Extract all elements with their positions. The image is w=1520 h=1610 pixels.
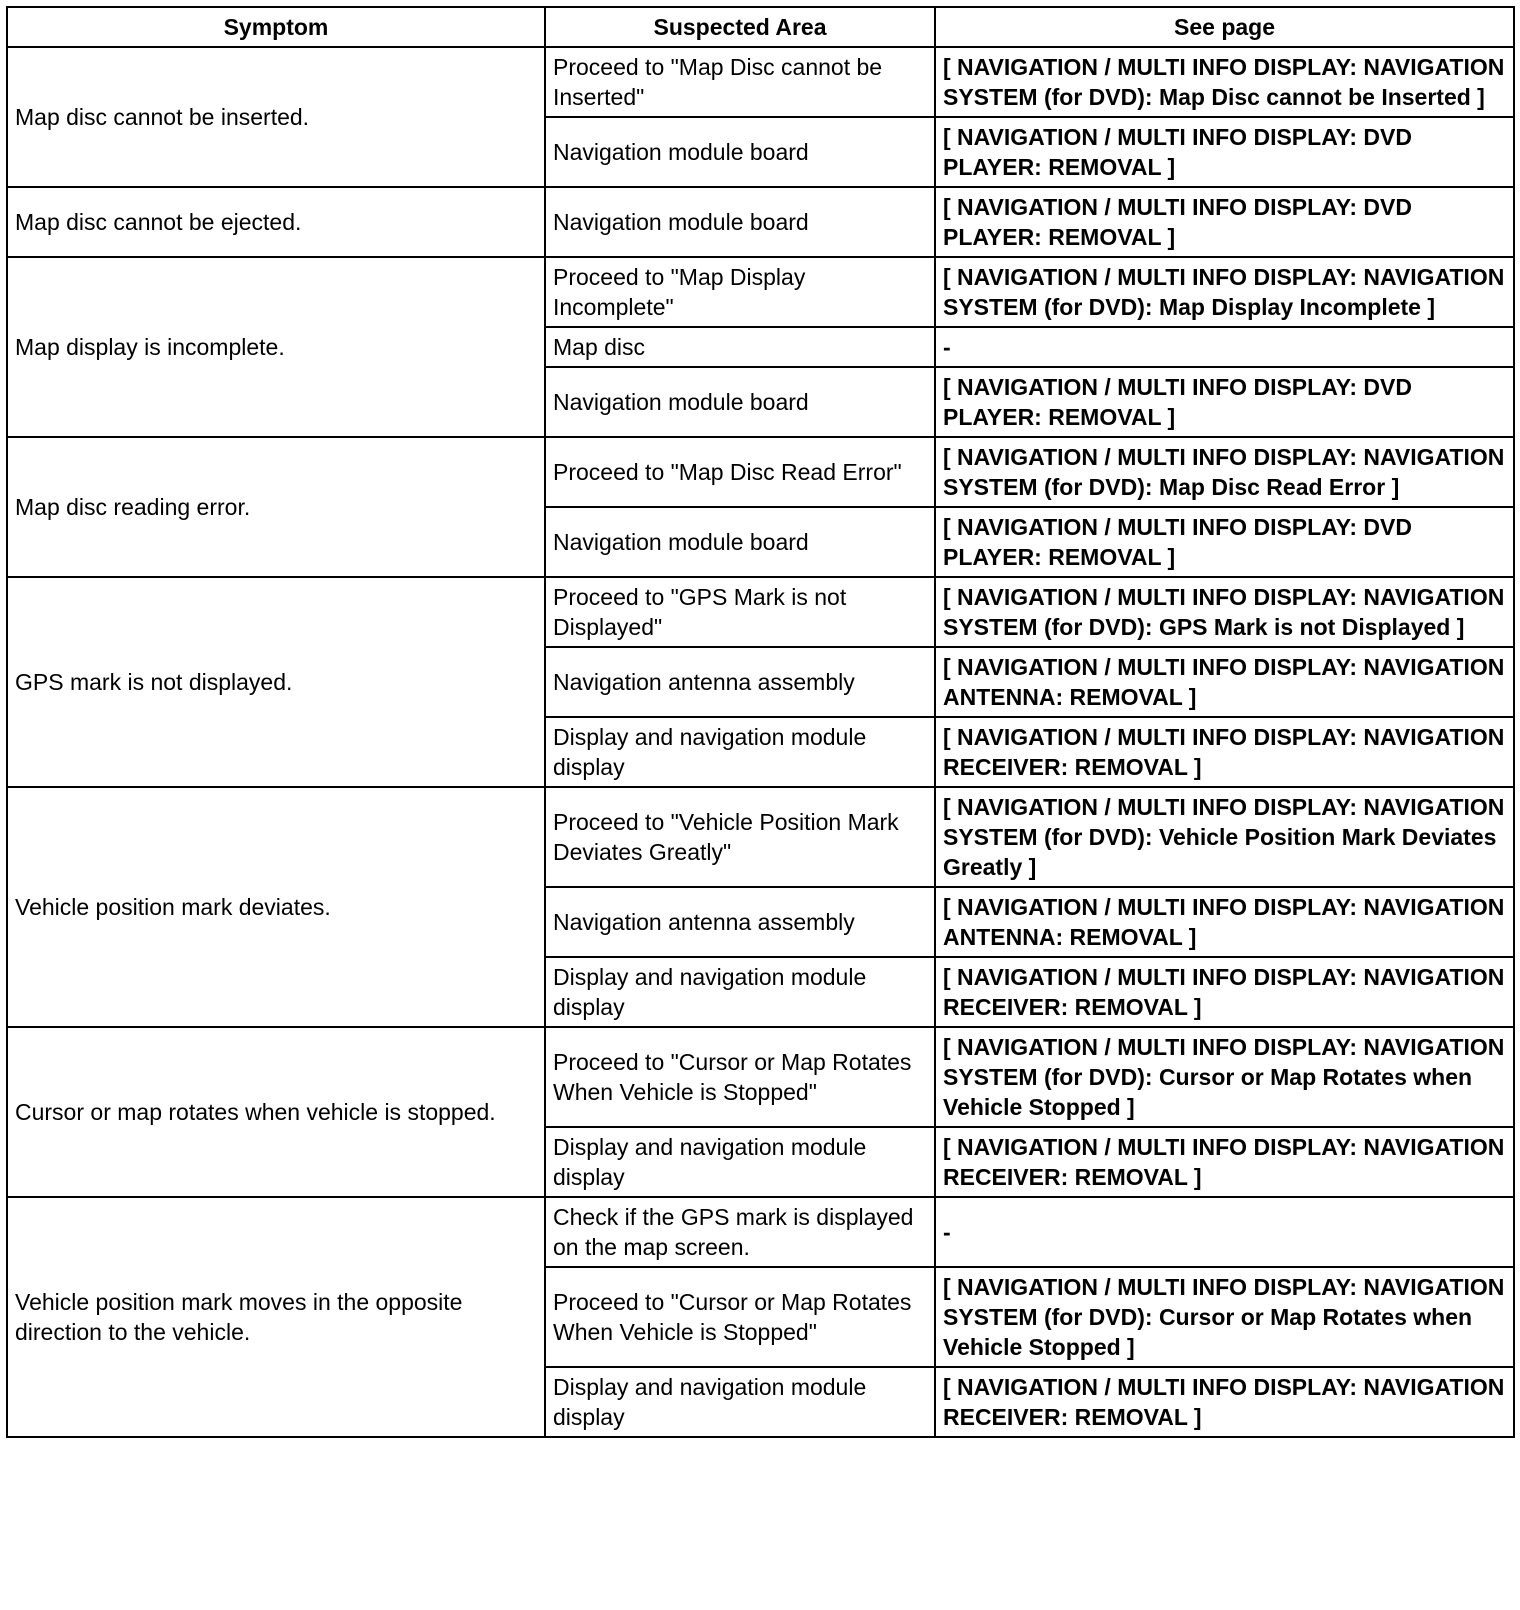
suspected-area-cell: Proceed to "Map Disc Read Error"	[545, 437, 935, 507]
see-page-cell: [ NAVIGATION / MULTI INFO DISPLAY: NAVIGATION RECEIVER: REMOVAL ]	[935, 717, 1514, 787]
see-page-cell: [ NAVIGATION / MULTI INFO DISPLAY: NAVIGATION RECEIVER: REMOVAL ]	[935, 1367, 1514, 1437]
suspected-area-cell: Proceed to "Vehicle Position Mark Deviates Greatly"	[545, 787, 935, 887]
suspected-area-cell: Navigation antenna assembly	[545, 647, 935, 717]
header-suspected-area: Suspected Area	[545, 7, 935, 47]
see-page-cell: [ NAVIGATION / MULTI INFO DISPLAY: NAVIGATION ANTENNA: REMOVAL ]	[935, 647, 1514, 717]
see-page-cell: [ NAVIGATION / MULTI INFO DISPLAY: NAVIGATION RECEIVER: REMOVAL ]	[935, 957, 1514, 1027]
see-page-cell: [ NAVIGATION / MULTI INFO DISPLAY: NAVIGATION SYSTEM (for DVD): GPS Mark is not Displayed ]	[935, 577, 1514, 647]
table-body	[7, 47, 1514, 1437]
suspected-area-cell: Check if the GPS mark is displayed on the map screen.	[545, 1197, 935, 1267]
suspected-area-cell: Navigation module board	[545, 507, 935, 577]
symptom-cell: Map disc cannot be ejected.	[7, 187, 545, 257]
header-see-page: See page	[935, 7, 1514, 47]
symptom-cell: Vehicle position mark moves in the opposite direction to the vehicle.	[7, 1197, 545, 1437]
suspected-area-cell: Proceed to "Cursor or Map Rotates When Vehicle is Stopped"	[545, 1027, 935, 1127]
table-row	[7, 1197, 1514, 1267]
symptom-cell: Vehicle position mark deviates.	[7, 787, 545, 1027]
see-page-cell: [ NAVIGATION / MULTI INFO DISPLAY: NAVIGATION SYSTEM (for DVD): Map Disc cannot be Inserted ]	[935, 47, 1514, 117]
table-row	[7, 787, 1514, 887]
table-row	[7, 577, 1514, 647]
see-page-cell: [ NAVIGATION / MULTI INFO DISPLAY: NAVIGATION ANTENNA: REMOVAL ]	[935, 887, 1514, 957]
header-symptom: Symptom	[7, 7, 545, 47]
troubleshooting-table	[6, 6, 1515, 1438]
table-row	[7, 187, 1514, 257]
see-page-cell: [ NAVIGATION / MULTI INFO DISPLAY: DVD PLAYER: REMOVAL ]	[935, 117, 1514, 187]
suspected-area-cell: Display and navigation module display	[545, 1367, 935, 1437]
see-page-cell: [ NAVIGATION / MULTI INFO DISPLAY: DVD PLAYER: REMOVAL ]	[935, 187, 1514, 257]
see-page-cell: [ NAVIGATION / MULTI INFO DISPLAY: NAVIGATION SYSTEM (for DVD): Cursor or Map Rotates when Vehicle Stopped ]	[935, 1027, 1514, 1127]
see-page-cell: [ NAVIGATION / MULTI INFO DISPLAY: NAVIGATION SYSTEM (for DVD): Vehicle Position Mark Deviates Greatly ]	[935, 787, 1514, 887]
table-header	[7, 7, 1514, 47]
symptom-cell: Cursor or map rotates when vehicle is stopped.	[7, 1027, 545, 1197]
table-row	[7, 47, 1514, 117]
symptom-cell: Map disc reading error.	[7, 437, 545, 577]
symptom-cell: GPS mark is not displayed.	[7, 577, 545, 787]
see-page-cell: -	[935, 327, 1514, 367]
suspected-area-cell: Navigation module board	[545, 117, 935, 187]
see-page-cell: -	[935, 1197, 1514, 1267]
suspected-area-cell: Navigation module board	[545, 187, 935, 257]
table-row	[7, 257, 1514, 327]
see-page-cell: [ NAVIGATION / MULTI INFO DISPLAY: NAVIGATION RECEIVER: REMOVAL ]	[935, 1127, 1514, 1197]
header-row	[7, 7, 1514, 47]
table-row	[7, 437, 1514, 507]
suspected-area-cell: Proceed to "Cursor or Map Rotates When Vehicle is Stopped"	[545, 1267, 935, 1367]
see-page-cell: [ NAVIGATION / MULTI INFO DISPLAY: DVD PLAYER: REMOVAL ]	[935, 367, 1514, 437]
see-page-cell: [ NAVIGATION / MULTI INFO DISPLAY: NAVIGATION SYSTEM (for DVD): Map Disc Read Error ]	[935, 437, 1514, 507]
suspected-area-cell: Proceed to "Map Display Incomplete"	[545, 257, 935, 327]
suspected-area-cell: Proceed to "GPS Mark is not Displayed"	[545, 577, 935, 647]
see-page-cell: [ NAVIGATION / MULTI INFO DISPLAY: DVD PLAYER: REMOVAL ]	[935, 507, 1514, 577]
suspected-area-cell: Navigation antenna assembly	[545, 887, 935, 957]
see-page-cell: [ NAVIGATION / MULTI INFO DISPLAY: NAVIGATION SYSTEM (for DVD): Map Display Incomplete ]	[935, 257, 1514, 327]
suspected-area-cell: Display and navigation module display	[545, 1127, 935, 1197]
suspected-area-cell: Navigation module board	[545, 367, 935, 437]
suspected-area-cell: Map disc	[545, 327, 935, 367]
symptom-cell: Map display is incomplete.	[7, 257, 545, 437]
table-row	[7, 1027, 1514, 1127]
suspected-area-cell: Proceed to "Map Disc cannot be Inserted"	[545, 47, 935, 117]
suspected-area-cell: Display and navigation module display	[545, 957, 935, 1027]
see-page-cell: [ NAVIGATION / MULTI INFO DISPLAY: NAVIGATION SYSTEM (for DVD): Cursor or Map Rotates when Vehicle Stopped ]	[935, 1267, 1514, 1367]
suspected-area-cell: Display and navigation module display	[545, 717, 935, 787]
symptom-cell: Map disc cannot be inserted.	[7, 47, 545, 187]
